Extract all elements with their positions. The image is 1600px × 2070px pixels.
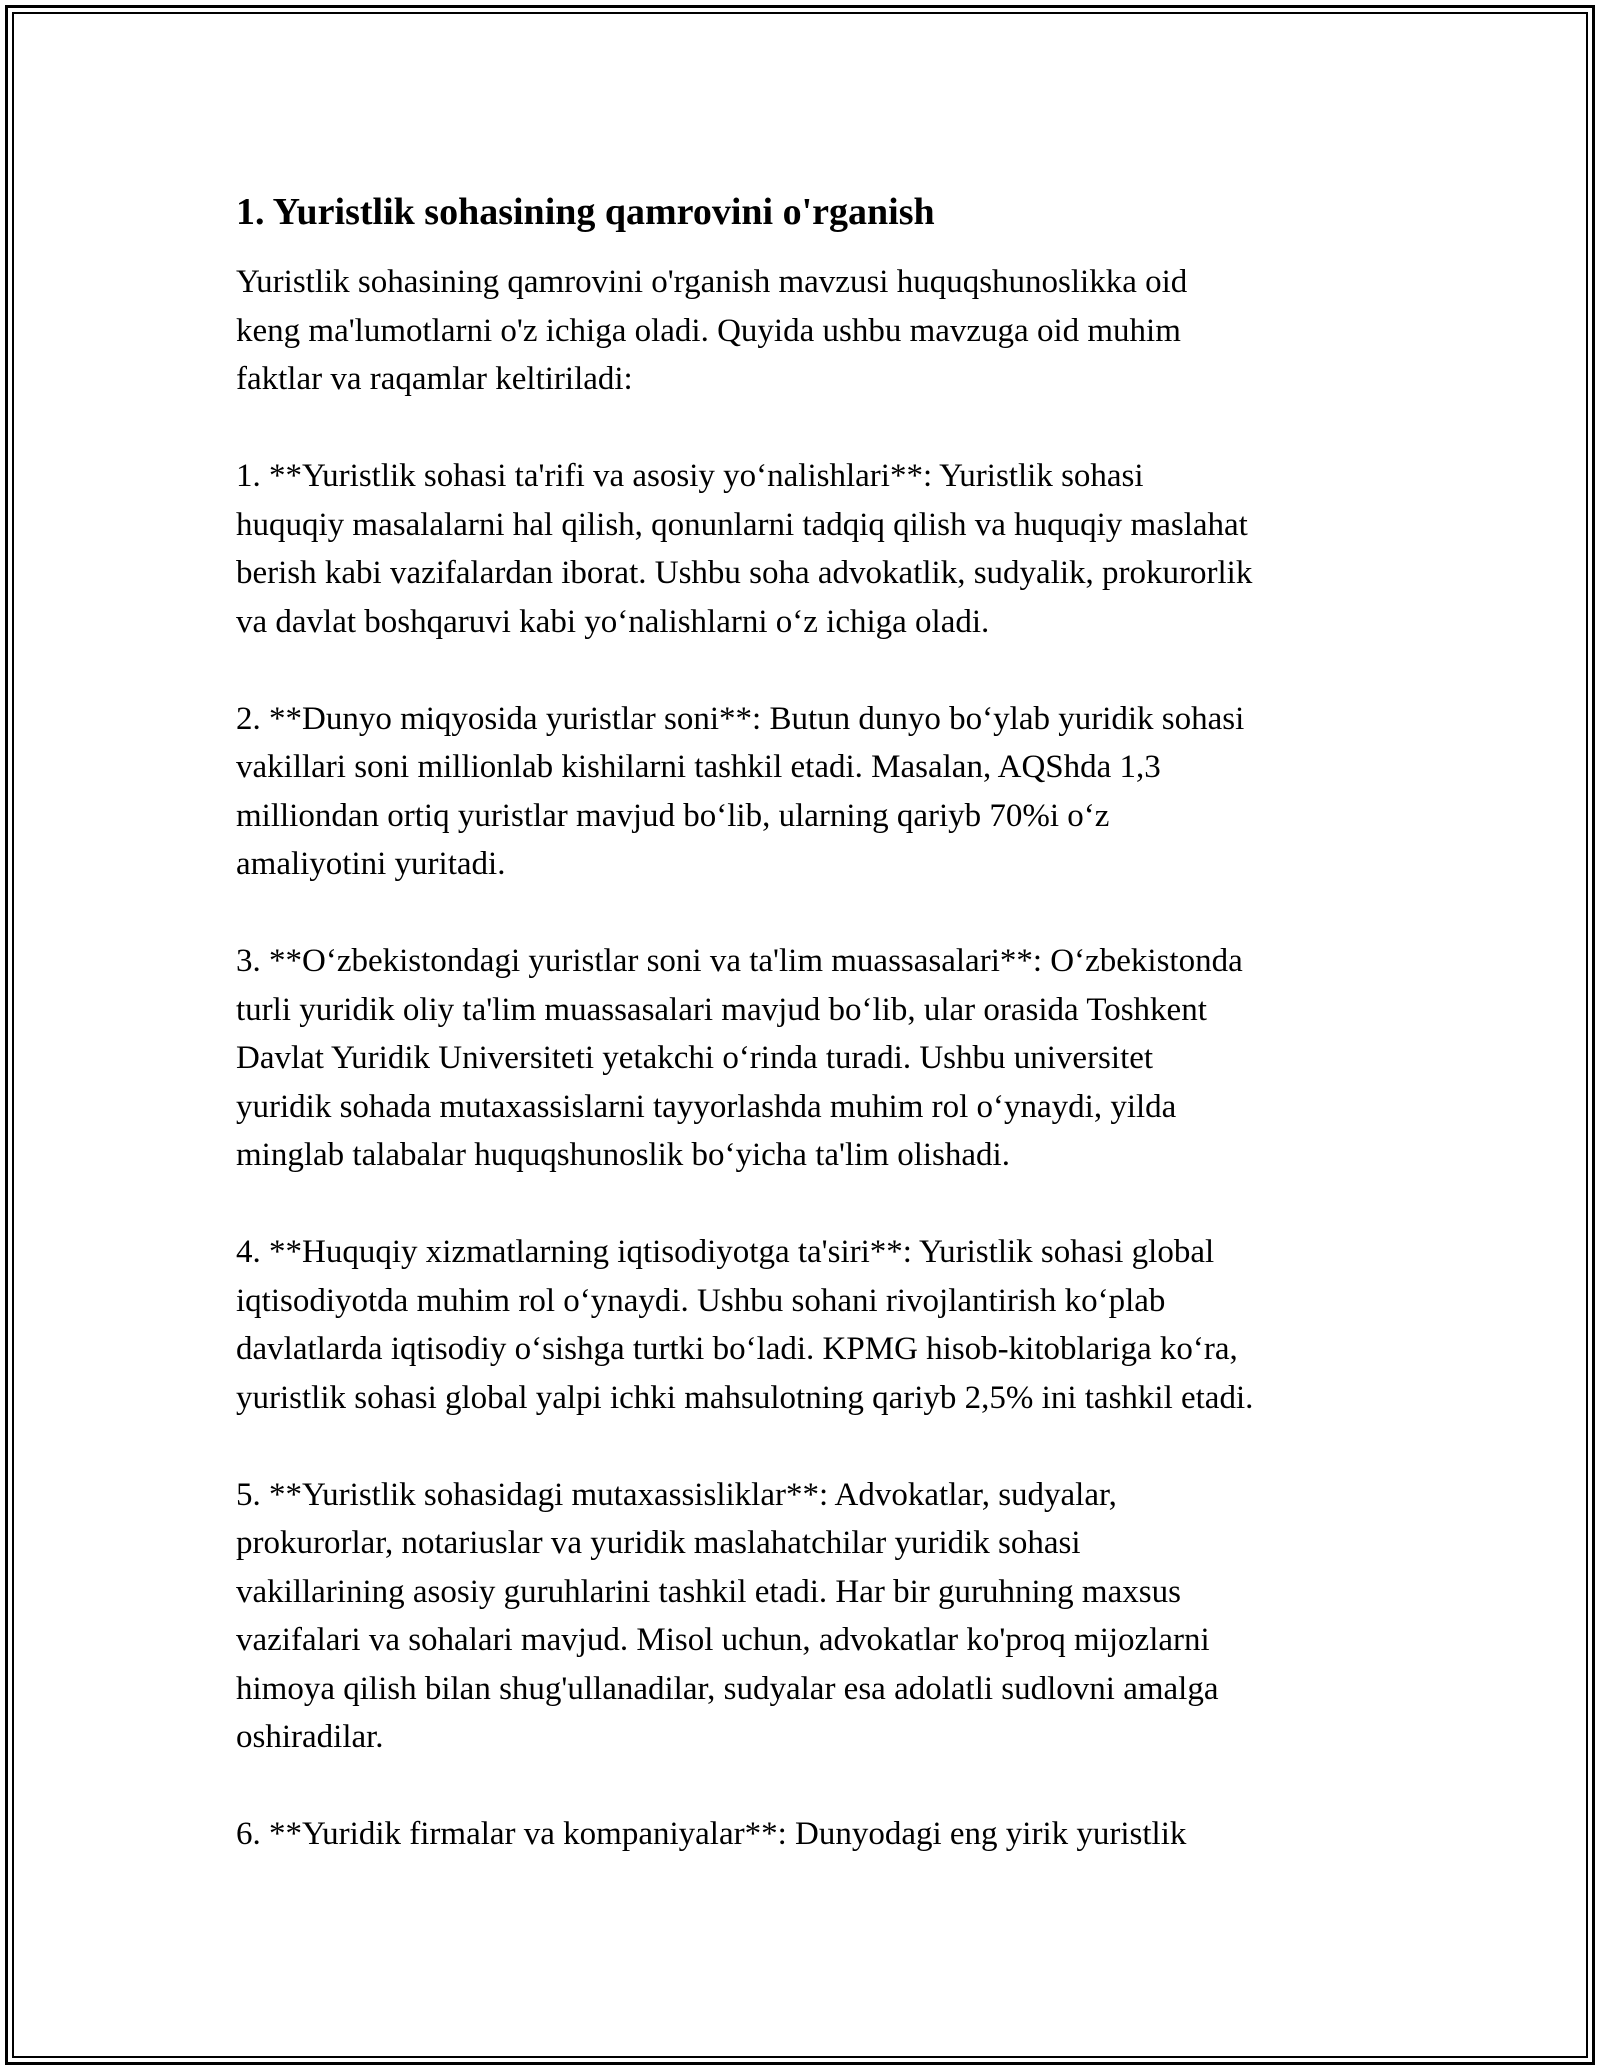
text-line: oshiradilar. bbox=[236, 1719, 384, 1755]
text-line: iqtisodiyotda muhim rol o‘ynaydi. Ushbu sohani rivojlantirish ko‘plab bbox=[236, 1282, 1166, 1319]
document-page bbox=[236, 186, 1376, 1907]
text-line: huquqiy masalalarni hal qilish, qonunlarni tadqiq qilish va huquqiy maslahat bbox=[236, 506, 1248, 543]
list-item-paragraph bbox=[236, 1228, 1376, 1422]
text-line: berish kabi vazifalardan iborat. Ushbu soha advokatlik, sudyalik, prokurorlik bbox=[236, 555, 1253, 591]
list-item-paragraph bbox=[236, 1810, 1376, 1859]
text-line: va davlat boshqaruvi kabi yo‘nalishlarni o‘z ichiga oladi. bbox=[236, 603, 990, 640]
text-line: 2. **Dunyo miqyosida yuristlar soni**: Butun dunyo bo‘ylab yuridik sohasi bbox=[236, 700, 1245, 737]
text-line: faktlar va raqamlar keltiriladi: bbox=[236, 361, 633, 397]
text-line: Yuristlik sohasining qamrovini o'rganish mavzusi huquqshunoslikka oid bbox=[236, 264, 1188, 300]
text-line: minglab talabalar huquqshunoslik bo‘yicha ta'lim olishadi. bbox=[236, 1137, 1010, 1173]
text-line: yuristlik sohasi global yalpi ichki mahsulotning qariyb 2,5% ini tashkil etadi. bbox=[236, 1379, 1254, 1416]
section-heading: 1. Yuristlik sohasining qamrovini o'rganish bbox=[236, 191, 935, 233]
text-line: milliondan ortiq yuristlar mavjud bo‘lib, ularning qariyb 70%i o‘z bbox=[236, 797, 1110, 834]
text-line: vazifalari va sohalari mavjud. Misol uchun, advokatlar ko'proq mijozlarni bbox=[236, 1622, 1210, 1658]
text-line: yuridik sohada mutaxassislarni tayyorlashda muhim rol o‘ynaydi, yilda bbox=[236, 1088, 1177, 1125]
list-item-paragraph bbox=[236, 937, 1376, 1180]
text-line: 5. **Yuristlik sohasidagi mutaxassisliklar**: Advokatlar, sudyalar, bbox=[236, 1476, 1117, 1513]
document-body bbox=[236, 258, 1376, 1859]
text-line: vakillarining asosiy guruhlarini tashkil etadi. Har bir guruhning maxsus bbox=[236, 1573, 1181, 1610]
text-line: himoya qilish bilan shug'ullanadilar, sudyalar esa adolatli sudlovni amalga bbox=[236, 1670, 1219, 1707]
text-line: vakillari soni millionlab kishilarni tashkil etadi. Masalan, AQShda 1,3 bbox=[236, 749, 1161, 785]
text-line: prokurorlar, notariuslar va yuridik maslahatchilar yuridik sohasi bbox=[236, 1525, 1081, 1561]
text-line: 4. **Huquqiy xizmatlarning iqtisodiyotga ta'siri**: Yuristlik sohasi global bbox=[236, 1234, 1215, 1270]
text-line: Davlat Yuridik Universiteti yetakchi o‘rinda turadi. Ushbu universitet bbox=[236, 1040, 1154, 1076]
list-item-paragraph bbox=[236, 1471, 1376, 1762]
text-line: 1. **Yuristlik sohasi ta'rifi va asosiy yo‘nalishlari**: Yuristlik sohasi bbox=[236, 458, 1144, 494]
list-item-paragraph bbox=[236, 452, 1376, 646]
text-line: davlatlarda iqtisodiy o‘sishga turtki bo‘ladi. KPMG hisob-kitoblariga ko‘ra, bbox=[236, 1331, 1238, 1367]
text-line: turli yuridik oliy ta'lim muassasalari mavjud bo‘lib, ular orasida Toshkent bbox=[236, 991, 1207, 1028]
text-line: 3. **O‘zbekistondagi yuristlar soni va ta'lim muassasalari**: O‘zbekistonda bbox=[236, 943, 1243, 979]
text-line: keng ma'lumotlarni o'z ichiga oladi. Quyida ushbu mavzuga oid muhim bbox=[236, 312, 1181, 349]
text-line: amaliyotini yuritadi. bbox=[236, 846, 506, 882]
text-line: 6. **Yuridik firmalar va kompaniyalar**: Dunyodagi eng yirik yuristlik bbox=[236, 1816, 1187, 1852]
intro-paragraph bbox=[236, 258, 1376, 404]
list-item-paragraph bbox=[236, 695, 1376, 889]
